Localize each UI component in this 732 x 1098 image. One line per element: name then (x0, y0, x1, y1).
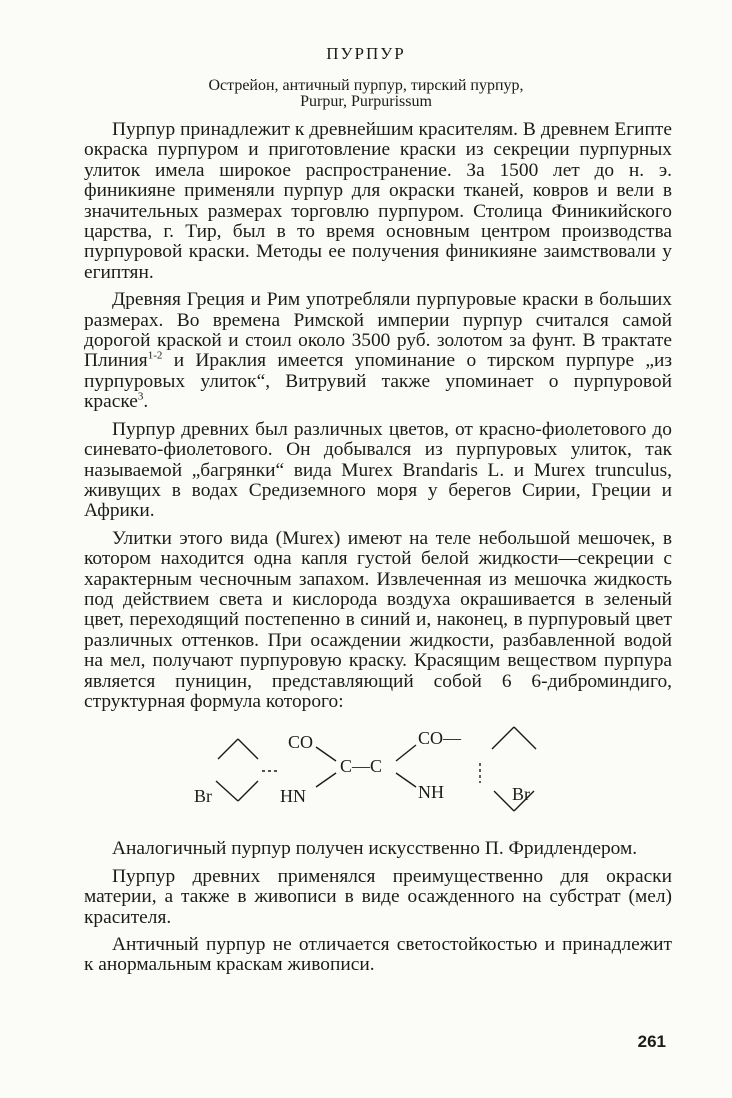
left-ring-bond (238, 739, 258, 759)
right-ring-bond (492, 727, 514, 749)
paragraph-2 (84, 290, 672, 412)
paragraph-7: Античный пурпур не отличается светостойкостью и принадлежит к анормальным краскам живописи. (84, 934, 672, 976)
footnote-ref-3: 3 (137, 390, 144, 403)
paragraph-3: Пурпур древних был различных цветов, от красно-фиолетового до синевато-фиолетового. Он добывался из пурпуровых улиток, так называемой „багрянки“ вида Murex Brandaris L. и Murex trunculus, живущих в водах Средиземного моря у берегов Сирии, Греции и Африки. (84, 418, 672, 522)
left-ring-bond (238, 781, 258, 801)
co-c-bond (316, 747, 336, 761)
right-ring-bond (494, 791, 514, 811)
paragraph-1: Пурпур принадлежит к древнейшим красителям. В древнем Египте окраска пурпуром и приготовление краски из секреции пурпурных улиток имела широкое распространение. За 1500 лет до н. э. финикияне применяли пурпур для окраски тканей, ковров и вели в значительных размерах торговлю пурпуром. Столица Финикийского царства, г. Тир, был в то время основным центром производства пурпуровой краски. Методы ее получения финикияне заимствовали у египтян. (84, 119, 672, 283)
formula-c-c: C—C (340, 756, 383, 777)
synonyms-line-1: Острейон, античный пурпур, тирский пурпур, (208, 77, 524, 94)
formula-co-left: CO (288, 732, 314, 753)
paragraph-5: Аналогичный пурпур получен искусственно П. Фридлендером. (112, 838, 638, 860)
article-title: ПУРПУР (326, 44, 406, 63)
footnote-ref-1-2: 1-2 (147, 350, 163, 362)
left-ring-bond (218, 739, 238, 759)
paragraph-2-text-a: Древняя Греция и Рим употребляли пурпуровые краски в больших размерах. Во времена Римской империи пурпур считался самой дорогой краской и стоил около 3500 руб. золотом за фунт. В трактате Плиния (84, 289, 672, 372)
formula-nh: NH (418, 782, 444, 803)
paragraph-6: Пурпур древних применялся преимущественно для окраски материи, а также в живописи в виде осажденного на субстрат (мел) красителя. (84, 865, 672, 928)
paragraph-4: Улитки этого вида (Murex) имеют на теле небольшой мешочек, в котором находится одна капля густой белой жидкости—секреции с характерным чесночным запахом. Извлеченная из мешочка жидкость под действием света и кислорода воздуха окрашивается в зеленый цвет, переходящий постепенно в синий и, наконец, в пурпуровый цвет различных оттенков. При осаждении жидкости, разбавленной водой на мел, получают пурпуровую краску. Красящим веществом пурпура является пуницин, представляющий собой 6 6-диброминдиго, структурная формула которого: (84, 527, 672, 712)
page-number: 261 (637, 1032, 666, 1051)
structural-formula (84, 719, 672, 831)
c-nh-bond (396, 773, 416, 787)
c-co-bond (396, 745, 416, 761)
paragraph-2-text-c: . (143, 391, 149, 413)
left-ring-bond (216, 781, 238, 801)
formula-br-left: Br (194, 786, 212, 807)
formula-co-right: CO— (418, 728, 462, 749)
right-ring-bond (514, 727, 536, 749)
paragraph-2-text-b: и Ираклия имеется упоминание о тирском пурпуре „из пурпуровых улиток“, Витрувий также упоминает о пурпуровой краске (84, 350, 672, 413)
hn-c-bond (316, 773, 336, 787)
synonyms-line-2: Purpur, Purpurissum (300, 93, 432, 110)
formula-hn: HN (280, 786, 306, 807)
formula-br-right: Br (512, 784, 530, 805)
article-body (84, 120, 672, 983)
